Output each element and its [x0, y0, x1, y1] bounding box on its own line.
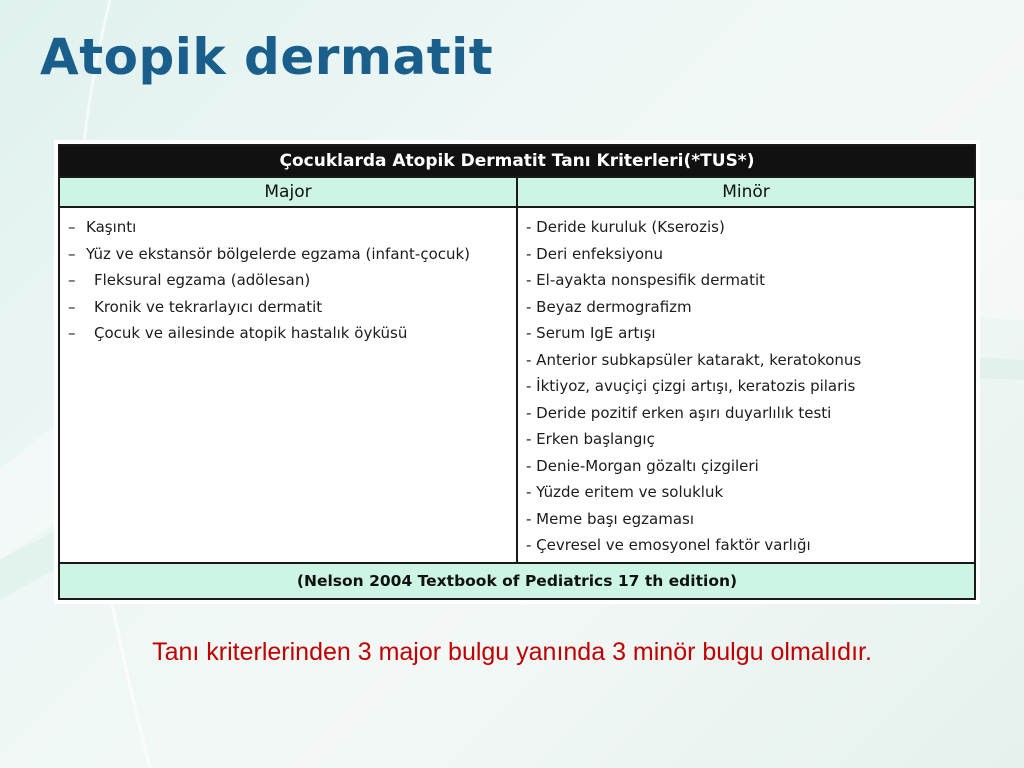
minor-criterion: - Beyaz dermografizm — [526, 297, 692, 316]
list-dash: – — [68, 297, 76, 316]
major-criterion — [68, 214, 510, 241]
major-criterion — [68, 294, 510, 321]
criteria-table-container — [54, 140, 980, 604]
minor-criteria-list — [526, 214, 968, 559]
minor-criteria-cell — [517, 207, 975, 563]
minor-criterion: - Serum IgE artışı — [526, 324, 656, 342]
table-source: (Nelson 2004 Textbook of Pediatrics 17 th edition) — [59, 563, 975, 599]
minor-criterion: - Denie-Morgan gözaltı çizgileri — [526, 456, 759, 475]
minor-criterion: - El-ayakta nonspesifik dermatit — [526, 271, 766, 289]
major-criterion-text: Fleksural egzama (adölesan) — [94, 271, 311, 289]
major-criterion — [68, 320, 510, 347]
minor-criterion: - Erken başlangıç — [526, 430, 655, 448]
slide-title: Atopik dermatit — [40, 28, 494, 86]
diagnosis-note: Tanı kriterlerinden 3 major bulgu yanında 3 minör bulgu olmalıdır. — [152, 638, 872, 666]
minor-criterion: - Meme başı egzaması — [526, 509, 695, 528]
list-dash: – — [68, 271, 76, 289]
minor-criterion: - Yüzde eritem ve solukluk — [526, 483, 724, 501]
minor-criterion: - İktiyoz, avuçiçi çizgi artışı, keratozis pilaris — [526, 377, 856, 395]
major-criterion — [68, 241, 510, 268]
major-criterion-text: Yüz ve ekstansör bölgelerde egzama (infant-çocuk) — [86, 244, 471, 263]
minor-criterion: - Deride pozitif erken aşırı duyarlılık testi — [526, 403, 832, 422]
major-criterion-text: Çocuk ve ailesinde atopik hastalık öyküsü — [94, 324, 408, 342]
major-criterion-text: Kronik ve tekrarlayıcı dermatit — [94, 297, 323, 316]
column-header-major: Major — [59, 177, 517, 207]
minor-criterion: - Anterior subkapsüler katarakt, keratokonus — [526, 350, 862, 369]
criteria-table — [58, 144, 976, 600]
major-criterion — [68, 267, 510, 294]
major-criteria-cell — [59, 207, 517, 563]
column-header-minor: Minör — [517, 177, 975, 207]
major-criterion-text: Kaşıntı — [86, 218, 137, 236]
table-heading: Çocuklarda Atopik Dermatit Tanı Kriterleri(*TUS*) — [59, 145, 975, 177]
minor-criterion: - Deride kuruluk (Kserozis) — [526, 218, 725, 236]
minor-criterion: - Deri enfeksiyonu — [526, 244, 664, 263]
minor-criterion: - Çevresel ve emosyonel faktör varlığı — [526, 536, 811, 554]
list-dash: – — [68, 218, 76, 236]
major-criteria-list — [68, 214, 510, 347]
list-dash: – — [68, 244, 76, 263]
list-dash: – — [68, 324, 76, 342]
